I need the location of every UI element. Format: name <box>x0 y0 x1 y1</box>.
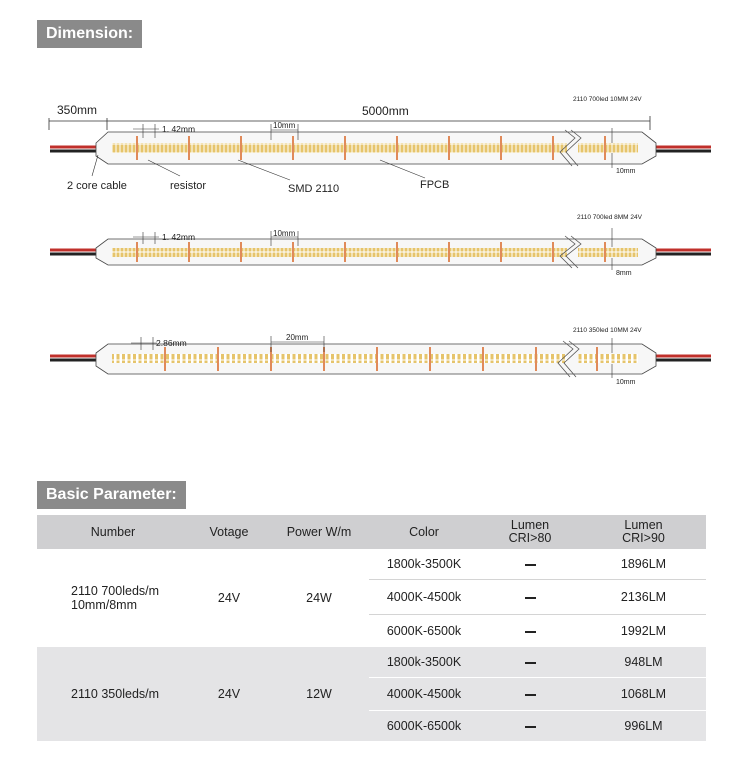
header-lumen-cri80 <box>479 515 581 549</box>
dash-icon <box>525 726 536 728</box>
strip2-spec: 2110 700led 8MM 24V <box>577 214 642 221</box>
cell-color: 6000K-6500k <box>386 624 462 638</box>
strip3-pitch: 2.86mm <box>156 338 187 348</box>
strip-2 <box>50 214 711 277</box>
label-2-core-cable: 2 core cable <box>67 180 127 192</box>
cell-cri80 <box>479 549 581 580</box>
number-line2: 10mm/8mm <box>71 598 137 612</box>
cell-color: 4000K-4500k <box>369 580 479 615</box>
dimension-title: Dimension: <box>37 20 142 48</box>
table-row <box>37 647 706 678</box>
cell-cri80 <box>479 711 581 742</box>
header-color: Color <box>369 515 479 549</box>
strip1-segment: 10mm <box>273 121 296 130</box>
cell-cri90: 1068LM <box>581 678 706 711</box>
strip2-segment: 10mm <box>273 229 296 238</box>
strip-3 <box>50 327 711 386</box>
cell-number <box>37 549 189 647</box>
strip1-pitch: 1. 42mm <box>162 124 196 134</box>
cell-power: 12W <box>269 647 369 741</box>
parameter-table <box>37 515 706 741</box>
cell-cri80 <box>479 580 581 615</box>
cell-cri80 <box>479 615 581 648</box>
label-resistor: resistor <box>170 180 207 192</box>
cell-cri90: 948LM <box>581 647 706 678</box>
cell-power: 24W <box>306 591 332 605</box>
cell-cri90: 1896LM <box>581 549 706 580</box>
strip1-width: 10mm <box>616 168 636 175</box>
strip3-width: 10mm <box>616 379 636 386</box>
table-row <box>37 549 706 580</box>
cell-color: 4000K-4500k <box>369 678 479 711</box>
cell-color: 1800k-3500K <box>369 549 479 580</box>
header-voltage: Votage <box>189 515 269 549</box>
dash-icon <box>525 694 536 696</box>
cell-cri90: 1992LM <box>620 624 667 638</box>
cell-color: 6000K-6500k <box>369 711 479 742</box>
basic-parameter-title: Basic Parameter: <box>37 481 186 509</box>
cell-voltage: 24V <box>217 591 241 605</box>
label-fpcb: FPCB <box>420 179 450 191</box>
table-header-row <box>37 515 706 549</box>
strip1-spec: 2110 700led 10MM 24V <box>573 96 642 103</box>
header-lumen-cri90-line1: Lumen <box>624 518 663 532</box>
strip3-spec: 2110 350led 10MM 24V <box>573 327 642 334</box>
dash-icon <box>525 597 536 599</box>
cell-cri90: 996LM <box>581 711 706 742</box>
strip-1 <box>49 96 711 195</box>
label-smd: SMD 2110 <box>288 183 340 195</box>
header-lumen-cri80-line2: CRI>80 <box>508 531 552 545</box>
strip2-width: 8mm <box>616 270 632 277</box>
header-number: Number <box>37 515 189 549</box>
cell-cri90: 2136LM <box>581 580 706 615</box>
dash-icon <box>525 631 536 633</box>
cell-color: 1800k-3500K <box>369 647 479 678</box>
header-lumen-cri90 <box>581 515 706 549</box>
strip3-segment: 20mm <box>286 333 309 342</box>
strip2-pitch: 1. 42mm <box>162 232 196 242</box>
cell-cri80 <box>479 647 581 678</box>
dim-left-label: 350mm <box>57 103 98 117</box>
dim-total-label: 5000mm <box>362 104 409 118</box>
number-line1: 2110 700leds/m <box>71 584 160 598</box>
header-lumen-cri90-line2: CRI>90 <box>622 531 665 545</box>
header-power: Power W/m <box>269 515 369 549</box>
cell-voltage: 24V <box>189 647 269 741</box>
header-lumen-cri80-line1: Lumen <box>510 518 550 532</box>
cell-number: 2110 350leds/m <box>37 647 189 741</box>
dash-icon <box>525 564 536 566</box>
cell-cri80 <box>479 678 581 711</box>
dash-icon <box>525 662 536 664</box>
